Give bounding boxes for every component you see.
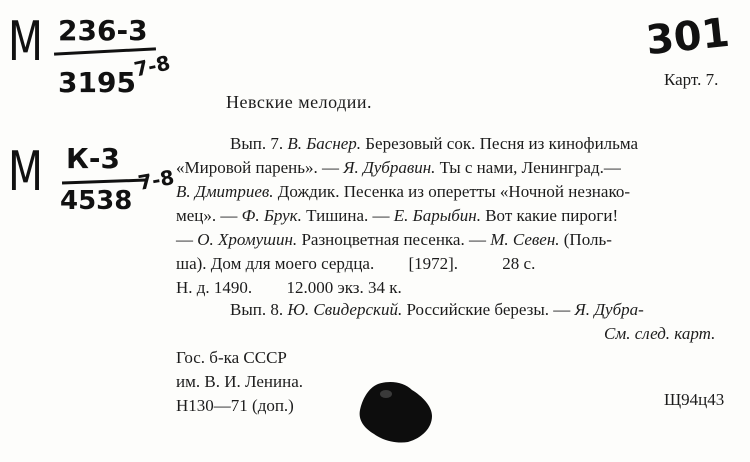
shelfmark-2-side: 7-8 <box>136 165 176 195</box>
song-birch-juice: Березовый сок. Песня из кинофильма <box>365 134 639 153</box>
shelfmark-2-divider <box>62 179 146 185</box>
library-line-3: Н130—71 (доп.) <box>176 396 294 415</box>
entry-line-4: мец». — Ф. Брук. Тишина. — Е. Барыбин. Вот какие пироги! <box>176 206 619 225</box>
handwritten-m-1: М <box>8 10 43 73</box>
author-seven: М. Севен. <box>490 230 560 249</box>
entry-line-1 <box>230 134 638 154</box>
entry-line-5: — О. Хромушин. Разноцветная песенка. — М. Севен. (Поль- <box>176 230 612 249</box>
shelfmark-2-bottom: 4538 <box>60 186 133 216</box>
corner-number: 301 <box>643 9 732 65</box>
shelfmark-1-bottom: 3195 <box>58 66 136 99</box>
library-line-1: Гос. б-ка СССР <box>176 348 287 367</box>
author-svidersky: Ю. Свидерский. <box>287 300 403 319</box>
shelfmark-1-divider <box>54 47 156 55</box>
ink-blot <box>356 380 434 444</box>
author-khromushin: О. Хромушин. <box>197 230 298 249</box>
entry-line-6: ша). Дом для моего сердца. [1972]. 28 с. <box>176 254 536 273</box>
entry-line-3: В. Дмитриев. Дождик. Песенка из оперетты «Ночной незнако- <box>176 182 631 201</box>
issue-8-label: Вып. 8. <box>230 300 284 319</box>
entry-line-8: Вып. 8. Ю. Свидерский. Российские березы. — Я. Дубра- <box>230 300 644 319</box>
shelfmark-1-side: 7-8 <box>131 50 173 82</box>
handwritten-m-2: М <box>8 140 43 203</box>
library-line-2: им. В. И. Ленина. <box>176 372 304 391</box>
author-dubravin: Я. Дубравин. <box>343 158 436 177</box>
page-count: 28 с. <box>502 254 536 273</box>
author-barybin: Е. Барыбин. <box>393 206 481 225</box>
publication-year: [1972]. <box>408 254 459 273</box>
shelfmark-2-top: К-3 <box>66 142 120 175</box>
author-dmitriev: В. Дмитриев. <box>176 182 274 201</box>
print-run-price: 12.000 экз. 34 к. <box>286 278 402 297</box>
shelfmark-1-top: 236-3 <box>58 14 148 47</box>
catalog-code: Щ94ц43 <box>664 390 725 409</box>
card-label: Карт. 7. <box>664 70 719 89</box>
card-title: Невские мелодии. <box>226 92 373 112</box>
issue-7-label: Вып. 7. <box>230 134 284 153</box>
see-next-card: См. след. карт. <box>604 324 716 343</box>
author-bruk: Ф. Брук. <box>241 206 302 225</box>
entry-line-2: «Мировой парень». — Я. Дубравин. Ты с нами, Ленинград.— <box>176 158 621 177</box>
entry-line-7: Н. д. 1490. 12.000 экз. 34 к. <box>176 278 402 297</box>
author-basner: В. Баснер. <box>287 134 362 153</box>
